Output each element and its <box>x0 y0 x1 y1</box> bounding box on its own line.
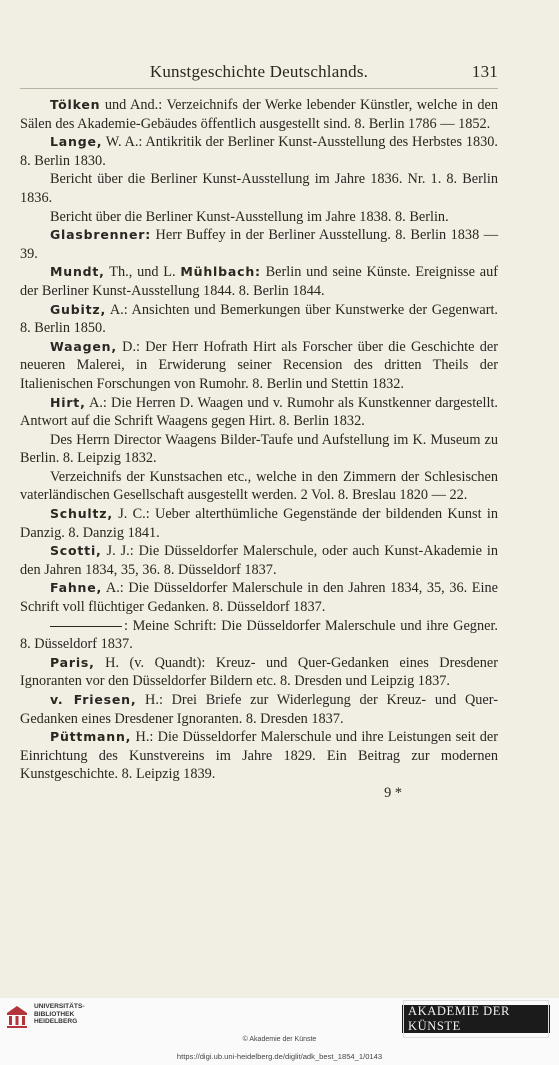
bibliography-entry <box>20 226 498 263</box>
ub-heidelberg-logo[interactable] <box>6 1003 126 1031</box>
bibliography-entry <box>20 617 498 654</box>
akademie-logo[interactable] <box>402 1005 550 1033</box>
entry-text: Des Herrn Director Waagens Bilder-Taufe und Aufstellung im K. Museum zu Berlin. 8. Leipzig 1832. <box>20 431 498 467</box>
bibliography-entry <box>20 505 498 542</box>
bibliography-entry <box>20 691 498 728</box>
entry-text: H.: Die Düsseldorfer Malerschule und ihre Leistungen seit der Einrichtung des Kunstvereins im Jahre 1829. Ein Beitrag zur modernen Kunstgeschichte. 8. Leipzig 1839. <box>20 729 498 783</box>
entry-text: Herr Buffey in der Berliner Ausstellung. 8. Berlin 1838 — 39. <box>20 227 498 262</box>
bibliography-entry <box>20 263 498 300</box>
bibliography-entry <box>20 542 498 579</box>
bibliography-entry <box>20 579 498 616</box>
entry-text: J. J.: Die Düsseldorfer Malerschule, oder auch Kunst-Akademie in den Jahren 1834, 35, 36. 8. Düsseldorf 1837. <box>20 543 498 578</box>
entry-text: Bericht über die Berliner Kunst-Ausstellung im Jahre 1836. Nr. 1. 8. Berlin 1836. <box>20 171 498 206</box>
source-url[interactable]: https://digi.ub.uni-heidelberg.de/diglit/adk_best_1854_1/0143 <box>176 1052 383 1061</box>
author-name: Waagen, <box>50 338 117 354</box>
bibliography-entry <box>20 208 498 227</box>
entry-text: Verzeichnifs der Kunstsachen etc., welche in den Zimmern der Schlesischen vaterländischen Gesellschaft ausgestellt werden. 2 Vol. 8. Breslau 1820 — 22. <box>20 468 498 504</box>
bibliography-text <box>20 96 498 803</box>
entry-text: H.: Drei Briefe zur Widerlegung der Kreuz- und Quer-Gedanken eines Dresdener Ignoranten. 8. Dresden 1837. <box>20 692 498 727</box>
bibliography-entry <box>20 431 498 468</box>
logo-text: UNIVERSITÄTS- BIBLIOTHEK HEIDELBERG <box>34 1003 85 1026</box>
page-number: 131 <box>471 62 498 81</box>
author-name: Schultz, <box>50 506 113 522</box>
copyright-notice: © Akademie der Künste <box>242 1036 317 1043</box>
bibliography-entry <box>20 170 498 207</box>
author-name: Tölken <box>50 97 101 112</box>
author-name: Fahne, <box>50 580 103 596</box>
author-name: Püttmann, <box>50 729 132 745</box>
running-header <box>20 62 498 82</box>
signature-mark: 9 * <box>384 784 402 801</box>
ditto-dash <box>50 626 122 627</box>
entry-text: W. A.: Antikritik der Berliner Kunst-Ausstellung des Herbstes 1830. 8. Berlin 1830. <box>20 134 498 169</box>
author-name: Hirt, <box>50 394 86 410</box>
bibliography-entry <box>20 728 498 784</box>
bibliography-entry <box>20 468 498 505</box>
author-name: Lange, <box>50 134 103 150</box>
bibliography-entry <box>20 96 498 133</box>
bibliography-entry <box>20 133 498 170</box>
author-name: v. Friesen, <box>50 692 137 707</box>
author-name: Mundt, <box>50 264 105 280</box>
bibliography-entry <box>20 338 498 394</box>
bibliography-entry <box>20 654 498 691</box>
author-name: Mühlbach: <box>180 264 261 280</box>
entry-text: H. (v. Quandt): Kreuz- und Quer-Gedanken eines Dresdener Ignoranten vor den Düsseldorfer Bildern etc. 8. Dresden und Leipzig 1837. <box>20 654 498 690</box>
entry-text: Th., und L. <box>104 264 181 281</box>
library-logo-icon <box>6 1005 28 1029</box>
entry-text: : Meine Schrift: Die Düsseldorfer Malerschule und ihre Gegner. 8. Düsseldorf 1837. <box>20 617 498 653</box>
entry-text: J. C.: Ueber alterthümliche Gegenstände der bildenden Kunst in Danzig. 8. Danzig 1841. <box>20 506 498 541</box>
author-name: Glasbrenner: <box>50 227 152 243</box>
entry-text: Bericht über die Berliner Kunst-Ausstellung im Jahre 1838. 8. Berlin. <box>50 208 449 225</box>
author-name: Paris, <box>50 654 95 670</box>
entry-text: A.: Die Herren D. Waagen und v. Rumohr als Kunstkenner dargestellt. Antwort auf die Schrift Waagens gegen Hirt. 8. Berlin 1832. <box>20 394 498 430</box>
bibliography-entry <box>20 301 498 338</box>
akademie-label: AKADEMIE DER KÜNSTE <box>403 1000 549 1038</box>
entry-text: und And.: Verzeichnifs der Werke lebender Künstler, welche in den Sälen des Akademie-Gebäudes öffentlich ausgestellt sind. 8. Berlin 1786 — 1852. <box>20 97 498 132</box>
bibliography-entry <box>20 394 498 431</box>
author-name: Scotti, <box>50 543 102 559</box>
header-rule <box>20 88 498 89</box>
entry-text: D.: Der Herr Hofrath Hirt als Forscher über die Geschichte der neueren Malerei, in Erwiderung seiner Recension des dritten Theils der Italienischen Forschungen von Rumohr. 8. Berlin und Stettin 1832. <box>20 338 498 392</box>
entry-text: A.: Die Düsseldorfer Malerschule in den Jahren 1834, 35, 36. Eine Schrift voll flüchtiger Gedanken. 8. Düsseldorf 1837. <box>20 580 498 616</box>
entry-text: Berlin und seine Künste. Ereignisse auf der Berliner Kunst-Ausstellung 1844. 8. Berlin 1844. <box>20 264 499 299</box>
entry-text: A.: Ansichten und Bemerkungen über Kunstwerke der Gegenwart. 8. Berlin 1850. <box>20 301 498 337</box>
author-name: Gubitz, <box>50 301 106 317</box>
header-title: Kunstgeschichte Deutschlands. <box>149 62 369 81</box>
